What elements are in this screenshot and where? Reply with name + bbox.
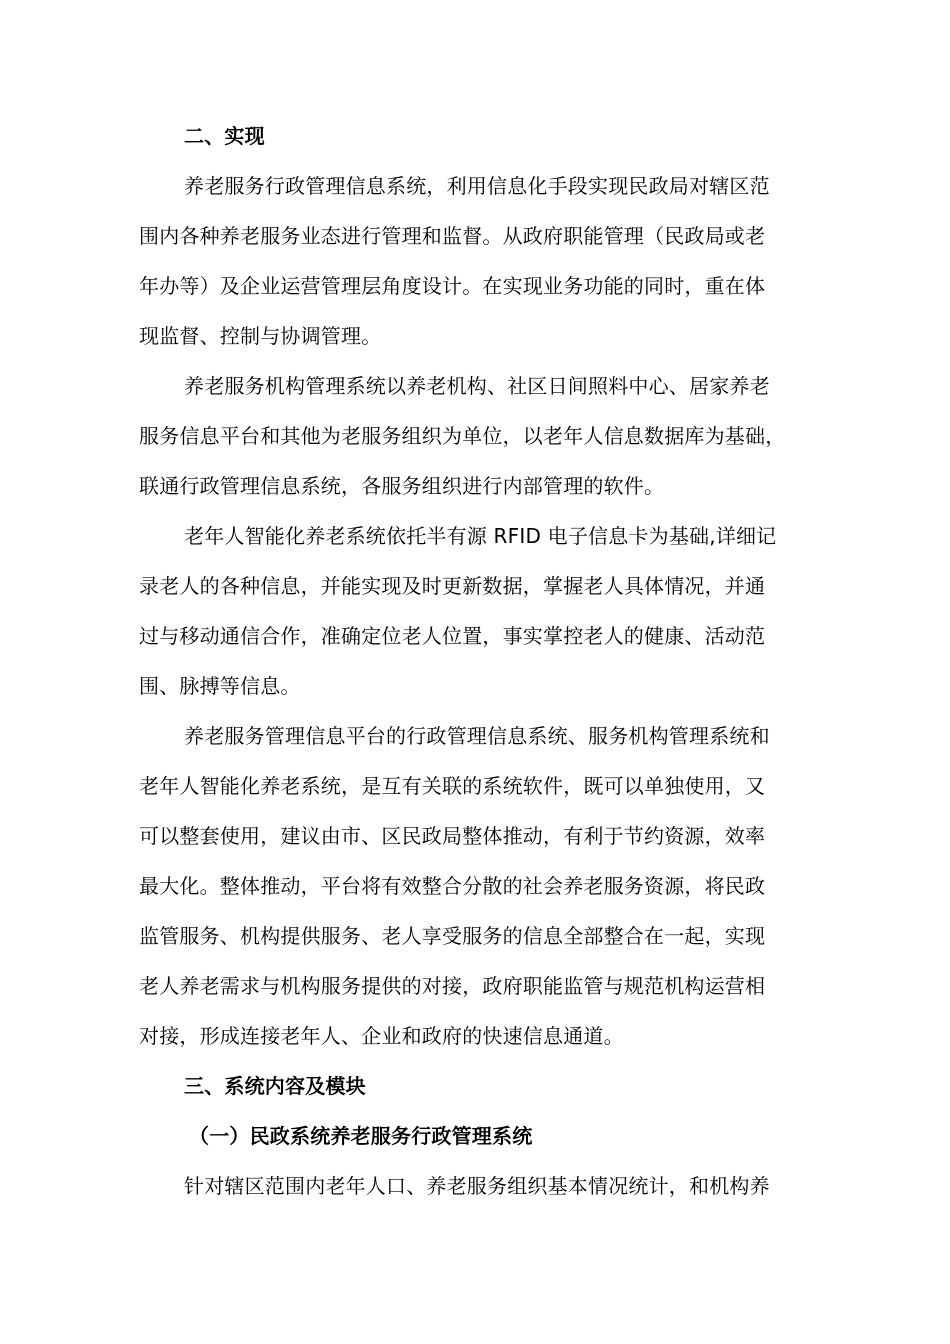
- paragraph-1-line-4: 现监督、控制与协调管理。: [139, 324, 382, 348]
- paragraph-3-line-2: 录老人的各种信息，并能实现及时更新数据，掌握老人具体情况，并通: [139, 574, 766, 598]
- paragraph-1-line-1: 养老服务行政管理信息系统，利用信息化手段实现民政局对辖区范: [184, 174, 770, 198]
- paragraph-4-line-7: 对接，形成连接老年人、企业和政府的快速信息通道。: [139, 1024, 624, 1048]
- paragraph-2-line-2: 服务信息平台和其他为老服务组织为单位，以老年人信息数据库为基础，: [139, 424, 786, 448]
- paragraph-2-line-1: 养老服务机构管理系统以养老机构、社区日间照料中心、居家养老: [184, 374, 770, 398]
- paragraph-3-line-3: 过与移动通信合作，准确定位老人位置，事实掌控老人的健康、活动范: [139, 624, 766, 648]
- paragraph-4-line-5: 监管服务、机构提供服务、老人享受服务的信息全部整合在一起，实现: [139, 924, 766, 948]
- section-heading-system-modules: 三、系统内容及模块: [184, 1074, 366, 1098]
- paragraph-1-line-3: 年办等）及企业运营管理层角度设计。在实现业务功能的同时，重在体: [139, 274, 766, 298]
- paragraph-4-line-1: 养老服务管理信息平台的行政管理信息系统、服务机构管理系统和: [184, 724, 770, 748]
- paragraph-4-line-4: 最大化。整体推动，平台将有效整合分散的社会养老服务资源，将民政: [139, 874, 766, 898]
- subsection-heading-civil-affairs-system: （一）民政系统养老服务行政管理系统: [189, 1124, 533, 1148]
- section-body: [139, 111, 811, 1211]
- paragraph-5-line-1: 针对辖区范围内老年人口、养老服务组织基本情况统计，和机构养: [184, 1174, 770, 1198]
- paragraph-4-line-6: 老人养老需求与机构服务提供的对接，政府职能监管与规范机构运营相: [139, 974, 766, 998]
- section-heading-implementation: 二、实现: [184, 124, 265, 148]
- paragraph-1-line-2: 围内各种养老服务业态进行管理和监督。从政府职能管理（民政局或老: [139, 224, 766, 248]
- paragraph-4-line-2: 老年人智能化养老系统，是互有关联的系统软件，既可以单独使用，又: [139, 774, 766, 798]
- paragraph-3-line-1: 老年人智能化养老系统依托半有源 RFID 电子信息卡为基础,详细记: [184, 524, 777, 548]
- paragraph-3-line-4: 围、脉搏等信息。: [139, 674, 301, 698]
- paragraph-2-line-3: 联通行政管理信息系统，各服务组织进行内部管理的软件。: [139, 474, 665, 498]
- paragraph-4-line-3: 可以整套使用，建议由市、区民政局整体推动，有利于节约资源，效率: [139, 824, 766, 848]
